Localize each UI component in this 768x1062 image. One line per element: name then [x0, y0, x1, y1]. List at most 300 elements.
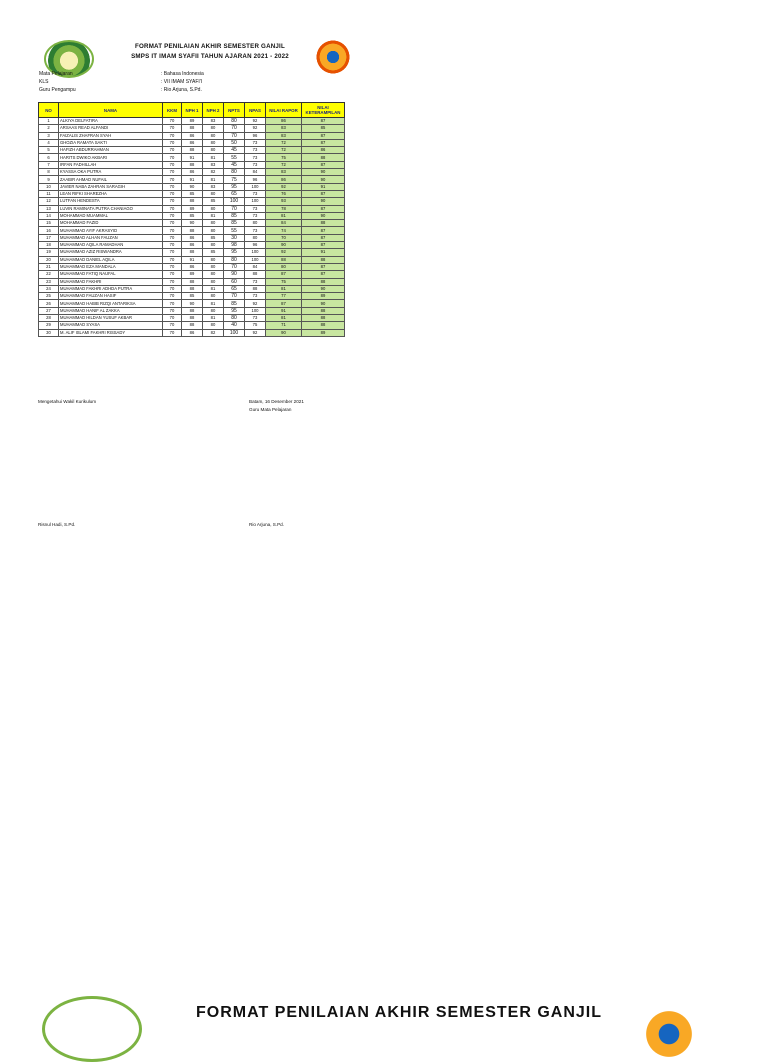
cell-nilai-rapor: 71 — [266, 322, 302, 329]
cell-npts: 65 — [224, 190, 245, 197]
cell-name: HARITS DWIKO AKBARI — [59, 154, 163, 161]
cell-name: MUHAMMAD HABIB RIZQI ANTARIKSA — [59, 300, 163, 307]
cell-npas: 84 — [245, 169, 266, 176]
info-label-teacher: Guru Pengampu — [39, 87, 76, 93]
table-row — [39, 263, 345, 270]
cell-kkm: 70 — [163, 205, 182, 212]
cell-npas: 73 — [245, 154, 266, 161]
cell-nilai-rapor: 70 — [266, 234, 302, 241]
cell-nilai-keterampilan: 86 — [302, 147, 345, 154]
cell-kkm: 70 — [163, 169, 182, 176]
cell-nph1: 86 — [182, 234, 203, 241]
cell-npts: 85 — [224, 212, 245, 219]
cell-no: 3 — [39, 132, 59, 139]
next-page-title: FORMAT PENILAIAN AKHIR SEMESTER GANJIL — [196, 1004, 603, 1021]
header-npas: NPAS — [245, 103, 266, 118]
cell-nilai-keterampilan: 90 — [302, 198, 345, 205]
cell-no: 9 — [39, 176, 59, 183]
cell-no: 15 — [39, 220, 59, 227]
cell-nph1: 86 — [182, 263, 203, 270]
cell-npas: 73 — [245, 205, 266, 212]
cell-nph2: 80 — [203, 139, 224, 146]
cell-nilai-rapor: 86 — [266, 176, 302, 183]
cell-npts: 70 — [224, 132, 245, 139]
cell-npas: 92 — [245, 125, 266, 132]
cell-nilai-keterampilan: 87 — [302, 271, 345, 278]
cell-nilai-rapor: 87 — [266, 271, 302, 278]
cell-npts: 70 — [224, 125, 245, 132]
cell-name: MUHAMMAD HANIF AL ZAKKA — [59, 307, 163, 314]
cell-no: 29 — [39, 322, 59, 329]
cell-kkm: 70 — [163, 118, 182, 125]
table-row — [39, 205, 345, 212]
cell-nph1: 86 — [182, 169, 203, 176]
cell-npas: 100 — [245, 307, 266, 314]
cell-npts: 60 — [224, 278, 245, 285]
cell-npas: 96 — [245, 176, 266, 183]
cell-nilai-keterampilan: 89 — [302, 329, 345, 336]
table-row — [39, 242, 345, 249]
cell-nph2: 83 — [203, 118, 224, 125]
cell-no: 22 — [39, 271, 59, 278]
cell-kkm: 70 — [163, 329, 182, 336]
cell-nilai-keterampilan: 88 — [302, 220, 345, 227]
cell-name: MUHAMMAD EZA MANDALA — [59, 263, 163, 270]
cell-kkm: 70 — [163, 300, 182, 307]
cell-nph1: 89 — [182, 271, 203, 278]
cell-nilai-keterampilan: 87 — [302, 205, 345, 212]
cell-npas: 100 — [245, 183, 266, 190]
cell-name: HAFIZH ABDURRAHMAN — [59, 147, 163, 154]
cell-kkm: 70 — [163, 190, 182, 197]
cell-nph1: 88 — [182, 285, 203, 292]
cell-nph2: 83 — [203, 183, 224, 190]
cell-name: GHOZIA RAMATA SAKTI — [59, 139, 163, 146]
cell-nph2: 81 — [203, 285, 224, 292]
cell-npts: 85 — [224, 300, 245, 307]
header-npts: NPTS — [224, 103, 245, 118]
cell-nph2: 80 — [203, 220, 224, 227]
grades-table-body — [39, 118, 345, 337]
info-value-teacher: : Rio Arjuna, S.Pd. — [161, 87, 202, 93]
cell-nph2: 81 — [203, 212, 224, 219]
table-row — [39, 315, 345, 322]
cell-nilai-keterampilan: 88 — [302, 256, 345, 263]
cell-nph1: 85 — [182, 293, 203, 300]
cell-nph1: 88 — [182, 249, 203, 256]
table-row — [39, 285, 345, 292]
cell-nilai-rapor: 78 — [266, 205, 302, 212]
cell-kkm: 70 — [163, 161, 182, 168]
cell-npas: 73 — [245, 161, 266, 168]
cell-no: 24 — [39, 285, 59, 292]
signature-right-name: Rio Arjuna, S.Pd. — [249, 522, 284, 527]
cell-npts: 45 — [224, 147, 245, 154]
cell-nph2: 80 — [203, 278, 224, 285]
cell-no: 7 — [39, 161, 59, 168]
cell-npts: 95 — [224, 307, 245, 314]
cell-kkm: 70 — [163, 293, 182, 300]
cell-nph1: 90 — [182, 183, 203, 190]
cell-nph2: 81 — [203, 315, 224, 322]
cell-npts: 90 — [224, 271, 245, 278]
cell-name: FAIZALIS ZHAFRAN SYAH — [59, 132, 163, 139]
cell-kkm: 70 — [163, 234, 182, 241]
cell-npts: 45 — [224, 161, 245, 168]
cell-no: 4 — [39, 139, 59, 146]
page-subtitle: SMPS IT IMAM SYAFII TAHUN AJARAN 2021 - 2022 — [131, 53, 289, 60]
cell-nph2: 80 — [203, 147, 224, 154]
cell-npts: 95 — [224, 249, 245, 256]
cell-no: 16 — [39, 227, 59, 234]
header-nph1: NPH 1 — [182, 103, 203, 118]
cell-nilai-keterampilan: 90 — [302, 300, 345, 307]
cell-nilai-rapor: 86 — [266, 118, 302, 125]
cell-npas: 80 — [245, 220, 266, 227]
table-row — [39, 169, 345, 176]
cell-nph1: 85 — [182, 190, 203, 197]
cell-npts: 85 — [224, 220, 245, 227]
cell-kkm: 70 — [163, 176, 182, 183]
cell-nph2: 80 — [203, 271, 224, 278]
cell-nph1: 86 — [182, 329, 203, 336]
cell-nph2: 85 — [203, 234, 224, 241]
cell-npts: 40 — [224, 322, 245, 329]
page-title: FORMAT PENILAIAN AKHIR SEMESTER GANJIL — [135, 43, 285, 50]
cell-nilai-keterampilan: 87 — [302, 227, 345, 234]
cell-nph2: 80 — [203, 322, 224, 329]
cell-kkm: 70 — [163, 315, 182, 322]
cell-npts: 95 — [224, 183, 245, 190]
cell-nph1: 90 — [182, 300, 203, 307]
cell-kkm: 70 — [163, 183, 182, 190]
signature-right-date: Batam, 16 Desember 2021 — [249, 399, 304, 404]
cell-npts: 80 — [224, 315, 245, 322]
cell-nph1: 85 — [182, 212, 203, 219]
table-row — [39, 329, 345, 336]
cell-no: 26 — [39, 300, 59, 307]
cell-npts: 65 — [224, 285, 245, 292]
table-row — [39, 190, 345, 197]
cell-nilai-rapor: 81 — [266, 212, 302, 219]
cell-name: JAVIER NABA ZAHRAN SARAGIH — [59, 183, 163, 190]
cell-npts: 80 — [224, 169, 245, 176]
cell-kkm: 70 — [163, 307, 182, 314]
table-row — [39, 125, 345, 132]
cell-kkm: 70 — [163, 278, 182, 285]
cell-kkm: 70 — [163, 249, 182, 256]
table-row — [39, 161, 345, 168]
cell-no: 5 — [39, 147, 59, 154]
cell-nilai-rapor: 81 — [266, 285, 302, 292]
header-nph2: NPH 2 — [203, 103, 224, 118]
cell-no: 28 — [39, 315, 59, 322]
cell-nilai-keterampilan: 87 — [302, 132, 345, 139]
cell-kkm: 70 — [163, 154, 182, 161]
cell-npts: 55 — [224, 154, 245, 161]
table-row — [39, 234, 345, 241]
cell-nph1: 86 — [182, 132, 203, 139]
cell-npts: 100 — [224, 198, 245, 205]
table-row — [39, 227, 345, 234]
cell-no: 18 — [39, 242, 59, 249]
cell-no: 21 — [39, 263, 59, 270]
table-row — [39, 212, 345, 219]
cell-npas: 75 — [245, 322, 266, 329]
cell-nph2: 80 — [203, 132, 224, 139]
cell-name: ZAABIR AHMAD NUFAIL — [59, 176, 163, 183]
cell-nilai-rapor: 92 — [266, 183, 302, 190]
header-name: NAMA — [59, 103, 163, 118]
cell-npas: 73 — [245, 227, 266, 234]
cell-name: MUHAMMAD AQILA RAMADHAN — [59, 242, 163, 249]
cell-nph2: 80 — [203, 242, 224, 249]
cell-npts: 70 — [224, 205, 245, 212]
cell-npts: 75 — [224, 176, 245, 183]
cell-nph2: 80 — [203, 293, 224, 300]
cell-name: KYASSA OKA PUTRA — [59, 169, 163, 176]
cell-nph2: 81 — [203, 300, 224, 307]
cell-kkm: 70 — [163, 212, 182, 219]
cell-nilai-keterampilan: 88 — [302, 278, 345, 285]
cell-npts: 55 — [224, 227, 245, 234]
cell-nph1: 88 — [182, 278, 203, 285]
cell-nilai-keterampilan: 87 — [302, 263, 345, 270]
cell-name: MUHAMMAD HILDAN YUSUF AKBAR — [59, 315, 163, 322]
cell-npas: 100 — [245, 249, 266, 256]
cell-npas: 100 — [245, 256, 266, 263]
cell-nph1: 91 — [182, 256, 203, 263]
cell-name: MUHAMMAD SYASA — [59, 322, 163, 329]
cell-nilai-rapor: 83 — [266, 169, 302, 176]
cell-npas: 73 — [245, 315, 266, 322]
table-row — [39, 118, 345, 125]
cell-nph2: 85 — [203, 249, 224, 256]
cell-no: 12 — [39, 198, 59, 205]
cell-npas: 73 — [245, 212, 266, 219]
cell-name: ARSAAS READ ALFANDI — [59, 125, 163, 132]
cell-no: 2 — [39, 125, 59, 132]
table-row — [39, 293, 345, 300]
cell-nilai-rapor: 83 — [266, 132, 302, 139]
cell-name: LUVIN RAMINATA PUTRA CHANIAGO — [59, 205, 163, 212]
cell-nilai-keterampilan: 87 — [302, 139, 345, 146]
cell-nph1: 88 — [182, 307, 203, 314]
cell-nph2: 80 — [203, 205, 224, 212]
cell-npas: 92 — [245, 329, 266, 336]
cell-nilai-keterampilan: 87 — [302, 234, 345, 241]
cell-nilai-keterampilan: 88 — [302, 315, 345, 322]
cell-name: M. ALIF ISLAMI FAKHRI RISSADY — [59, 329, 163, 336]
cell-nilai-rapor: 87 — [266, 300, 302, 307]
cell-kkm: 70 — [163, 242, 182, 249]
cell-npas: 80 — [245, 234, 266, 241]
cell-nph1: 90 — [182, 220, 203, 227]
cell-name: MUHAMMAD FATIQ NAUFAL — [59, 271, 163, 278]
header-kkm: KKM — [163, 103, 182, 118]
cell-name: MUHAMMAD FAKHRI ADHDA PUTRA — [59, 285, 163, 292]
cell-nph1: 91 — [182, 176, 203, 183]
cell-npts: 70 — [224, 293, 245, 300]
info-label-subject: Mata Pelajaran — [39, 71, 73, 77]
cell-name: MUHAMMAD DANIEL AQILA — [59, 256, 163, 263]
cell-npas: 100 — [245, 198, 266, 205]
cell-no: 17 — [39, 234, 59, 241]
cell-nilai-rapor: 72 — [266, 147, 302, 154]
cell-npts: 80 — [224, 256, 245, 263]
cell-nph2: 80 — [203, 125, 224, 132]
cell-nilai-rapor: 75 — [266, 278, 302, 285]
cell-no: 30 — [39, 329, 59, 336]
cell-nilai-rapor: 81 — [266, 315, 302, 322]
cell-nilai-rapor: 88 — [266, 256, 302, 263]
cell-nilai-rapor: 83 — [266, 125, 302, 132]
table-row — [39, 132, 345, 139]
cell-npts: 50 — [224, 139, 245, 146]
cell-nph2: 83 — [203, 161, 224, 168]
cell-npas: 92 — [245, 118, 266, 125]
cell-nph1: 88 — [182, 198, 203, 205]
cell-nilai-rapor: 72 — [266, 139, 302, 146]
cell-nilai-keterampilan: 90 — [302, 285, 345, 292]
cell-nph1: 86 — [182, 139, 203, 146]
table-row — [39, 147, 345, 154]
cell-kkm: 70 — [163, 132, 182, 139]
cell-nilai-rapor: 74 — [266, 227, 302, 234]
cell-name: MOHAMMAD MUAMMAL — [59, 212, 163, 219]
cell-no: 14 — [39, 212, 59, 219]
table-row — [39, 249, 345, 256]
cell-npts: 98 — [224, 242, 245, 249]
table-row — [39, 300, 345, 307]
cell-nph1: 88 — [182, 147, 203, 154]
table-row — [39, 256, 345, 263]
cell-nilai-rapor: 72 — [266, 161, 302, 168]
cell-nilai-rapor: 92 — [266, 249, 302, 256]
cell-kkm: 70 — [163, 198, 182, 205]
cell-nilai-keterampilan: 91 — [302, 183, 345, 190]
table-row — [39, 322, 345, 329]
cell-nilai-keterampilan: 88 — [302, 322, 345, 329]
cell-nilai-rapor: 84 — [266, 220, 302, 227]
cell-npas: 96 — [245, 132, 266, 139]
table-row — [39, 139, 345, 146]
cell-nilai-rapor: 77 — [266, 293, 302, 300]
cell-nph1: 88 — [182, 322, 203, 329]
cell-kkm: 70 — [163, 147, 182, 154]
cell-nph1: 88 — [182, 125, 203, 132]
cell-nilai-keterampilan: 87 — [302, 242, 345, 249]
cell-nph2: 81 — [203, 176, 224, 183]
cell-name: LUTFAN HENDESTA — [59, 198, 163, 205]
cell-kkm: 70 — [163, 285, 182, 292]
next-page-logo-left — [42, 996, 142, 1062]
info-label-class: KLS — [39, 79, 49, 85]
cell-npas: 96 — [245, 242, 266, 249]
cell-kkm: 70 — [163, 139, 182, 146]
cell-nilai-keterampilan: 91 — [302, 249, 345, 256]
cell-name: MUHAMMAD ALHAN FAUZAN — [59, 234, 163, 241]
cell-nph2: 80 — [203, 307, 224, 314]
cell-nilai-rapor: 75 — [266, 154, 302, 161]
cell-no: 10 — [39, 183, 59, 190]
cell-name: IRFAN FADHILLAH — [59, 161, 163, 168]
cell-npas: 88 — [245, 271, 266, 278]
cell-no: 23 — [39, 278, 59, 285]
cell-nilai-keterampilan: 87 — [302, 161, 345, 168]
cell-no: 8 — [39, 169, 59, 176]
cell-npas: 84 — [245, 263, 266, 270]
cell-name: MOHAMMAD FAZID — [59, 220, 163, 227]
cell-nilai-rapor: 76 — [266, 190, 302, 197]
cell-nilai-rapor: 90 — [266, 329, 302, 336]
cell-no: 27 — [39, 307, 59, 314]
cell-kkm: 70 — [163, 227, 182, 234]
table-row — [39, 278, 345, 285]
cell-no: 20 — [39, 256, 59, 263]
cell-kkm: 70 — [163, 125, 182, 132]
header-nilai-rapor: NILAI RAPOR — [266, 103, 302, 118]
cell-nph1: 88 — [182, 161, 203, 168]
cell-npas: 73 — [245, 139, 266, 146]
cell-nph2: 80 — [203, 263, 224, 270]
cell-no: 25 — [39, 293, 59, 300]
cell-no: 11 — [39, 190, 59, 197]
table-row — [39, 154, 345, 161]
cell-nilai-rapor: 93 — [266, 198, 302, 205]
cell-nilai-rapor: 90 — [266, 242, 302, 249]
table-header-row — [39, 103, 345, 118]
cell-npas: 73 — [245, 293, 266, 300]
cell-nilai-keterampilan: 88 — [302, 307, 345, 314]
table-row — [39, 198, 345, 205]
cell-nilai-keterampilan: 87 — [302, 190, 345, 197]
cell-nph2: 80 — [203, 227, 224, 234]
cell-nph2: 80 — [203, 190, 224, 197]
cell-npts: 100 — [224, 329, 245, 336]
cell-nph2: 82 — [203, 329, 224, 336]
cell-kkm: 70 — [163, 256, 182, 263]
table-row — [39, 220, 345, 227]
cell-name: ALKIYA DELFATIRA — [59, 118, 163, 125]
header-nilai-keterampilan: NILAI KETERAMPILAN — [302, 103, 345, 118]
cell-nilai-keterampilan: 89 — [302, 293, 345, 300]
cell-npas: 73 — [245, 190, 266, 197]
cell-npas: 92 — [245, 300, 266, 307]
cell-kkm: 70 — [163, 220, 182, 227]
cell-nilai-keterampilan: 87 — [302, 118, 345, 125]
cell-kkm: 70 — [163, 271, 182, 278]
grades-table — [38, 102, 345, 337]
cell-npas: 88 — [245, 285, 266, 292]
cell-nph1: 91 — [182, 154, 203, 161]
table-row — [39, 271, 345, 278]
cell-npts: 30 — [224, 234, 245, 241]
signature-left-caption: Mengetahui Wakil Kurikulum — [38, 399, 97, 404]
cell-no: 6 — [39, 154, 59, 161]
cell-npts: 70 — [224, 263, 245, 270]
next-page-logo-right — [634, 998, 704, 1058]
cell-nilai-keterampilan: 88 — [302, 154, 345, 161]
cell-npts: 80 — [224, 118, 245, 125]
cell-nph2: 81 — [203, 154, 224, 161]
cell-npas: 73 — [245, 147, 266, 154]
table-row — [39, 176, 345, 183]
table-row — [39, 183, 345, 190]
cell-nph2: 85 — [203, 198, 224, 205]
cell-name: MUHAMMAD AYIF AKRASYID — [59, 227, 163, 234]
cell-nph1: 89 — [182, 205, 203, 212]
